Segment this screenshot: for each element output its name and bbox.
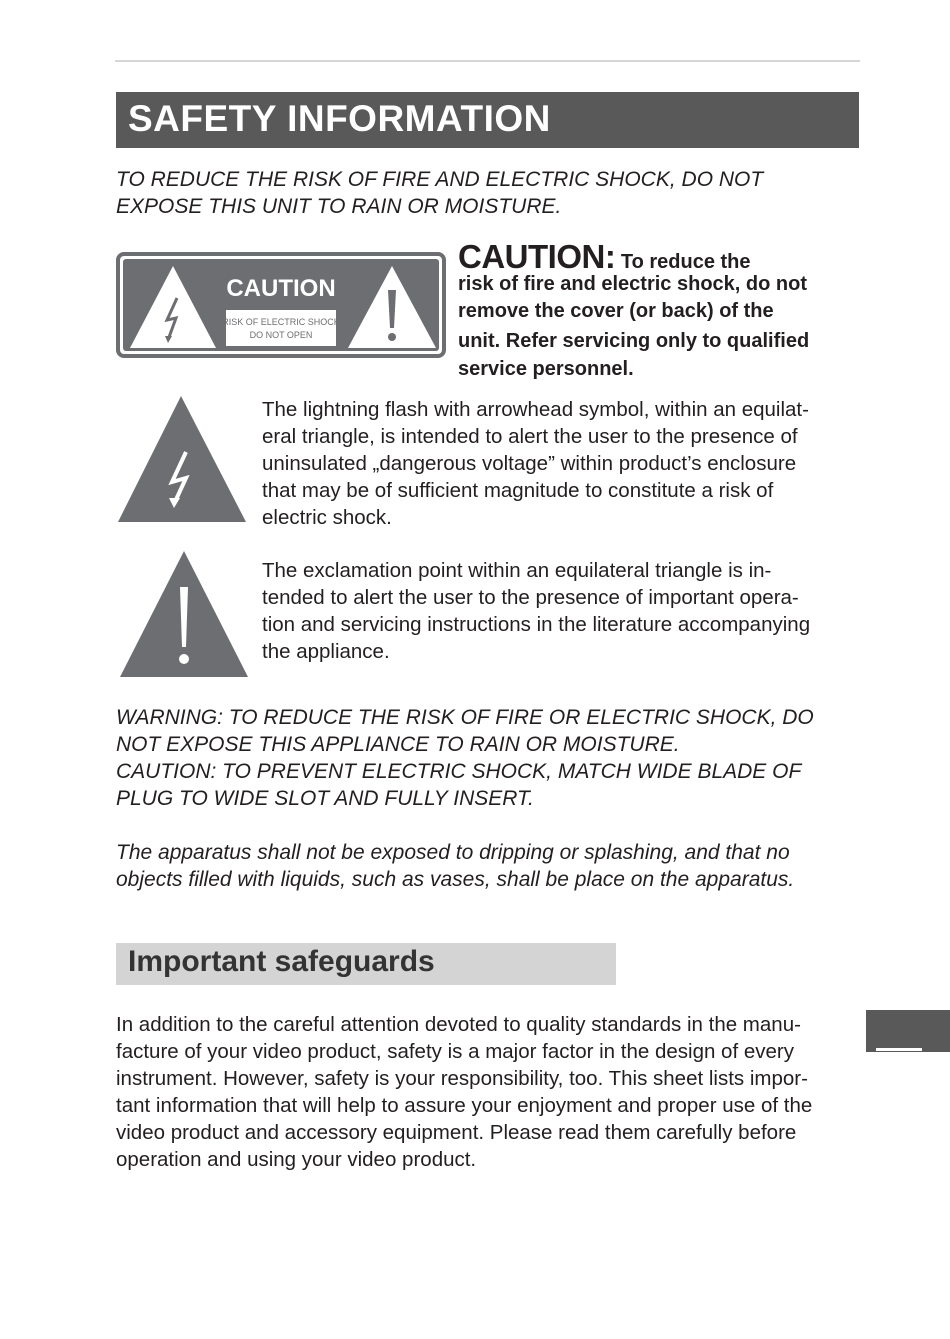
dripping-line: objects filled with liquids, such as vases, shall be place on the apparatus. bbox=[116, 868, 795, 891]
safeguards-line: facture of your video product, safety is a major factor in the design of every bbox=[116, 1040, 794, 1063]
lightning-triangle-icon bbox=[116, 394, 248, 529]
page-edge-tab bbox=[866, 1010, 950, 1052]
safeguards-line: operation and using your video product. bbox=[116, 1148, 477, 1171]
safeguards-line: video product and accessory equipment. Please read them carefully before bbox=[116, 1121, 797, 1144]
warning-line: NOT EXPOSE THIS APPLIANCE TO RAIN OR MOISTURE. bbox=[116, 733, 680, 756]
caution-label-graphic bbox=[116, 252, 446, 358]
exclamation-line: tion and servicing instructions in the literature accompanying bbox=[262, 613, 811, 636]
safeguards-title-bar bbox=[116, 943, 616, 985]
caution-line: risk of fire and electric shock, do not bbox=[458, 273, 807, 295]
page-title: SAFETY INFORMATION bbox=[128, 98, 551, 139]
warning-line: WARNING: TO REDUCE THE RISK OF FIRE OR ELECTRIC SHOCK, DO bbox=[116, 706, 814, 729]
caution-line: remove the cover (or back) of the bbox=[458, 300, 774, 322]
section-title-bar bbox=[116, 92, 859, 148]
lightning-line: electric shock. bbox=[262, 506, 392, 529]
exclamation-line: tended to alert the user to the presence of important opera- bbox=[262, 586, 799, 609]
exclamation-triangle-icon bbox=[118, 549, 250, 684]
top-rule bbox=[115, 60, 860, 62]
dripping-notice bbox=[116, 839, 794, 893]
safeguards-paragraph bbox=[116, 1011, 812, 1173]
intro-line: EXPOSE THIS UNIT TO RAIN OR MOISTURE. bbox=[116, 195, 562, 218]
caution-label-sub1: RISK OF ELECTRIC SHOCK bbox=[222, 317, 340, 327]
warning-line: PLUG TO WIDE SLOT AND FULLY INSERT. bbox=[116, 787, 534, 810]
exclamation-description bbox=[262, 557, 810, 665]
exclamation-line: the appliance. bbox=[262, 640, 390, 663]
exclamation-line: The exclamation point within an equilateral triangle is in- bbox=[262, 559, 772, 582]
caution-line: unit. Refer servicing only to qualified bbox=[458, 330, 810, 352]
lightning-description bbox=[262, 396, 809, 531]
intro-warning bbox=[116, 166, 861, 220]
lightning-line: uninsulated „dangerous voltage” within product’s enclosure bbox=[262, 452, 797, 475]
safeguards-line: tant information that will help to assure your enjoyment and proper use of the bbox=[116, 1094, 813, 1117]
dripping-line: The apparatus shall not be exposed to dripping or splashing, and that no bbox=[116, 841, 790, 864]
safeguards-line: In addition to the careful attention devoted to quality standards in the manu- bbox=[116, 1013, 801, 1036]
page-edge-tab-mark bbox=[876, 1048, 922, 1051]
caution-line: To reduce the bbox=[615, 251, 751, 273]
safeguards-line: instrument. However, safety is your responsibility, too. This sheet lists impor- bbox=[116, 1067, 808, 1090]
warning-line: CAUTION: TO PREVENT ELECTRIC SHOCK, MATCH WIDE BLADE OF bbox=[116, 760, 802, 783]
warning-block bbox=[116, 704, 814, 812]
caution-line: service personnel. bbox=[458, 358, 634, 380]
intro-line: TO REDUCE THE RISK OF FIRE AND ELECTRIC SHOCK, DO NOT bbox=[116, 168, 764, 191]
caution-label-icon bbox=[116, 252, 446, 358]
lightning-line: that may be of sufficient magnitude to constitute a risk of bbox=[262, 479, 774, 502]
safeguards-title: Important safeguards bbox=[128, 945, 435, 978]
caution-label-title: CAUTION bbox=[226, 275, 336, 302]
caution-label-sub2: DO NOT OPEN bbox=[249, 330, 313, 340]
lightning-line: eral triangle, is intended to alert the user to the presence of bbox=[262, 425, 798, 448]
caution-heading: CAUTION: bbox=[458, 238, 616, 275]
lightning-line: The lightning flash with arrowhead symbol, within an equilat- bbox=[262, 398, 809, 421]
